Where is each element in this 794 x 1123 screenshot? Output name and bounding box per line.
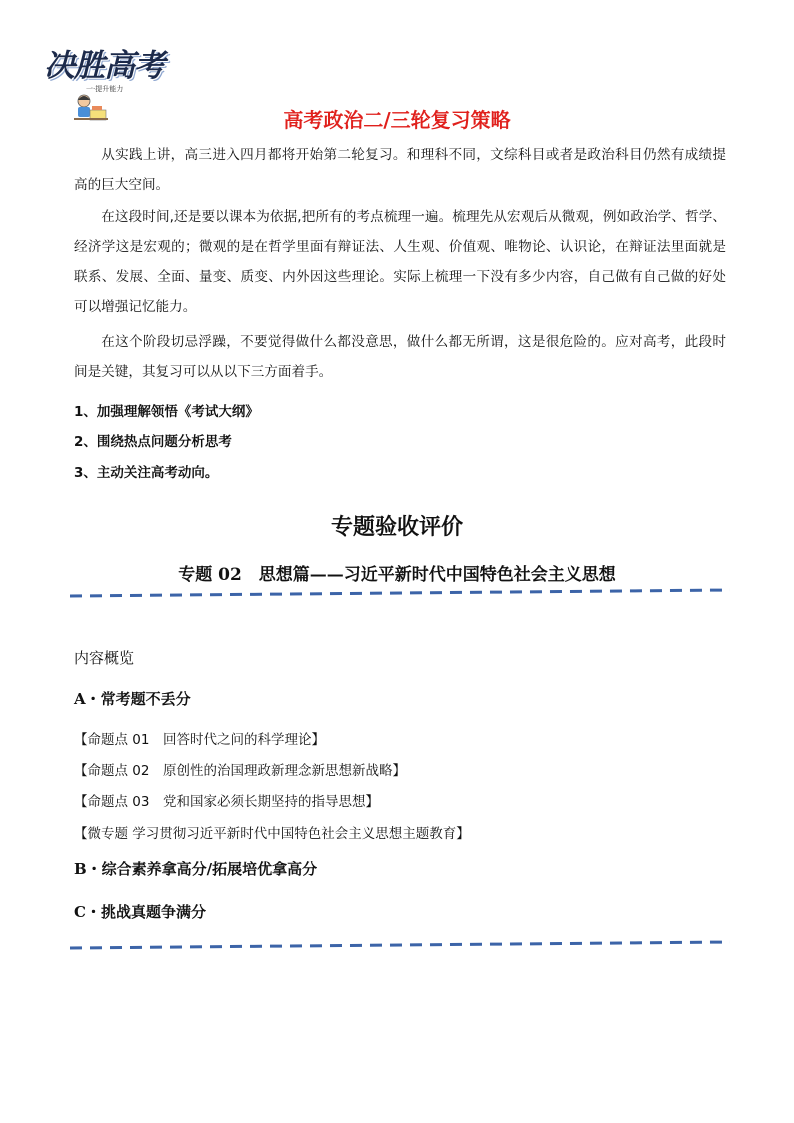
bottom-dashed-divider	[70, 940, 730, 952]
category-c: C・挑战真题争满分	[74, 903, 206, 921]
category-a: A・常考题不丢分	[74, 690, 191, 708]
list-item: 【命题点 02 原创性的治国理政新理念新思想新战略】	[74, 763, 406, 779]
page-title: 高考政治二/三轮复习策略	[283, 108, 511, 132]
intro-paragraph-2: 在这段时间,还是要以课本为依据,把所有的考点梳理一遍。梳理先从宏观后从微观，例如政治学、哲学、经济学这是宏观的；微观的是在哲学里面有辩证法、人生观、价值观、唯物论、认识论，在辩证法里面就是联系、发展、全面、量变、质变、内外因这些理论。实际上梳理一下没有多少内容，自己做有自己做的好处可以增强记忆能力。	[74, 209, 726, 315]
list-item: 【命题点 03 党和国家必须长期坚持的指导思想】	[74, 794, 379, 810]
top-dashed-divider	[70, 588, 730, 600]
point-3: 3、主动关注高考动向。	[74, 465, 219, 481]
intro-paragraph-1: 从实践上讲，高三进入四月都将开始第二轮复习。和理科不同，文综科目或者是政治科目仍然有成绩提高的巨大空间。	[74, 147, 726, 193]
section-title: 专题验收评价	[330, 514, 463, 540]
point-2: 2、围绕热点问题分析思考	[74, 434, 232, 450]
section-subtitle: 专题 02 思想篇——习近平新时代中国特色社会主义思想	[178, 565, 616, 585]
logo-subtext: 一·提升能力	[86, 85, 124, 93]
overview-label: 内容概览	[74, 649, 135, 667]
logo-text: 决胜高考	[44, 48, 164, 84]
list-item: 【微专题 学习贯彻习近平新时代中国特色社会主义思想主题教育】	[74, 826, 470, 842]
list-item: 【命题点 01 回答时代之问的科学理论】	[74, 732, 325, 748]
intro-paragraph-3: 在这个阶段切忌浮躁，不要觉得做什么都没意思，做什么都无所谓，这是很危险的。应对高考，此段时间是关键，其复习可以从以下三方面着手。	[74, 334, 726, 380]
point-1: 1、加强理解领悟《考试大纲》	[74, 404, 259, 420]
category-b: B・综合素养拿高分/拓展培优拿高分	[74, 860, 318, 878]
